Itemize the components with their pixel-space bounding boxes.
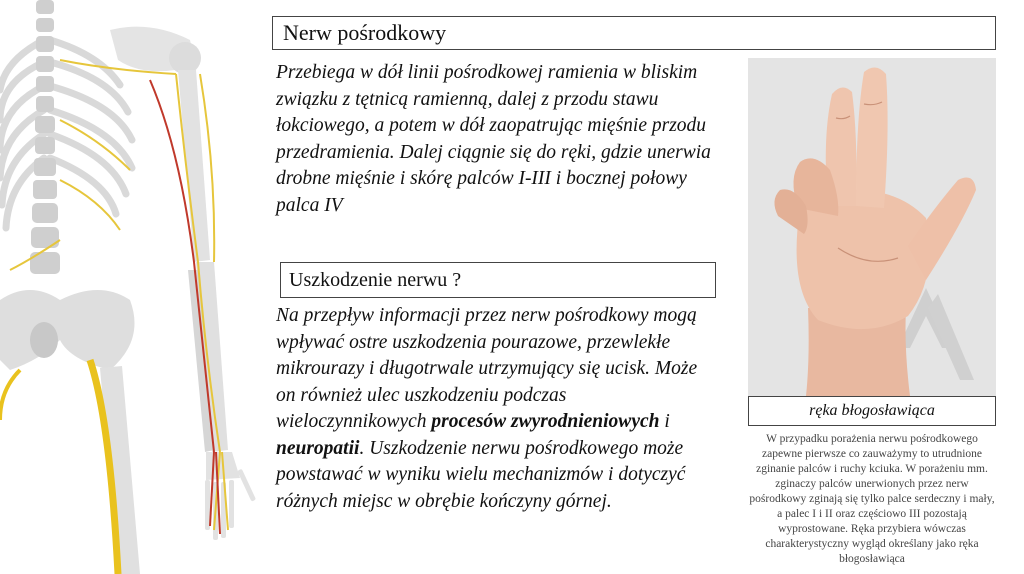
- hand-photo: [748, 58, 996, 396]
- skeleton-nerve-illustration: [0, 0, 262, 574]
- damage-text-1: Na przepływ informacji przez nerw pośrodkowy mogą wpływać ostre uszkodzenia pourazowe, przewlekłe mikrourazy i długotrwale utrzymujący się ucisk. Może on również ulec uszkodzeniu podczas wieloczynnikowych: [276, 305, 698, 432]
- photo-caption-box: [748, 396, 996, 426]
- bold-term-neuropathy: neuropatii: [276, 437, 360, 459]
- subheading: Uszkodzenie nerwu ?: [289, 269, 462, 291]
- title-box: [272, 16, 996, 50]
- damage-text-3: . Uszkodzenie nerwu pośrodkowego może powstawać w wyniku wielu mechanizmów i dotyczyć różnych miejsc w obrębie kończyny górnej.: [276, 437, 686, 512]
- page-title: Nerw pośrodkowy: [283, 20, 447, 45]
- description-paragraph: Przebiega w dół linii pośrodkowej ramienia w bliskim związku z tętnicą ramienną, dalej z przodu stawu łokciowego, a potem w dół zaopatrując mięśnie przodu przedramienia. Dalej ciągnie się do ręki, gdzie unerwia drobne mięśnie i skórę palców I-III i bocznej połowy palca IV: [276, 62, 711, 216]
- bold-term-degenerative: procesów zwyrodnieniowych: [431, 411, 660, 432]
- photo-description: W przypadku porażenia nerwu pośrodkowego zapewne pierwsze co zauważymy to utrudnione zginanie palców i ruchy kciuka. W porażeniu mm. zginaczy palców unerwionych przez nerw pośrodkowy zginają się tylko palce serdeczny i mały, a palec I i II oraz częściowo III pozostają wyprostowane. Ręka przybiera wówczas charakterystyczny wygląd określany jako ręka błogosławiąca: [749, 433, 995, 565]
- subheading-box: [280, 262, 716, 298]
- hand-illustration: [748, 58, 996, 396]
- photo-caption: ręka błogosławiąca: [809, 402, 935, 419]
- damage-text-2: i: [659, 411, 670, 432]
- damage-paragraph: [276, 303, 716, 515]
